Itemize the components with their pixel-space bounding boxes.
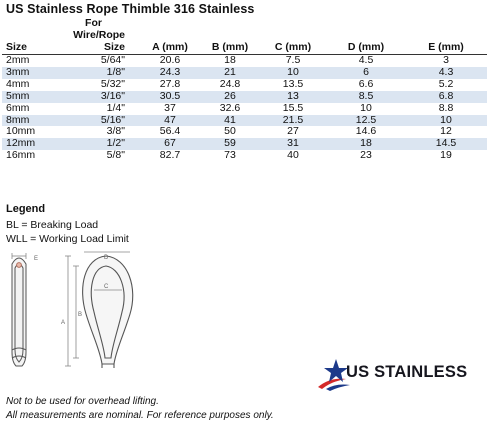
note-nominal-measurements: All measurements are nominal. For reference purposes only.: [6, 410, 274, 421]
label-e: E: [34, 256, 39, 262]
thimble-side-view: [12, 258, 26, 366]
thimble-diagram: [8, 250, 158, 370]
table-row: [2, 150, 487, 162]
table-cell-b: 21: [201, 67, 259, 79]
table-row: [2, 138, 487, 150]
table-cell-a: 27.8: [159, 77, 181, 90]
table-row: [2, 79, 487, 91]
table-cell-e: 3: [443, 54, 449, 66]
table-cell-d: 18: [327, 138, 405, 150]
table-cell-wire: 5/16": [54, 115, 139, 127]
header-a: A (mm): [139, 17, 201, 55]
table-cell-b: 24.8: [219, 77, 241, 90]
table-cell-d: 23: [360, 149, 372, 162]
table-cell-c: 13.5: [282, 77, 304, 90]
table-row: [2, 67, 487, 79]
header-b: B (mm): [201, 17, 259, 55]
logo-text: US STAINLESS: [346, 363, 468, 381]
legend-wll: WLL = Working Load Limit: [6, 233, 129, 245]
table-header-row: [2, 17, 487, 55]
label-c: C: [104, 284, 109, 290]
table-cell-wire: 5/64": [100, 54, 125, 66]
table-cell-e: 19: [440, 149, 452, 162]
table-cell-c: 15.5: [282, 101, 304, 114]
table-cell-size: 4mm: [6, 77, 30, 90]
header-wire-rope-line1: For: [85, 17, 102, 29]
table-cell-c: 13: [259, 91, 327, 103]
table-cell-a: 56.4: [159, 125, 181, 138]
table-cell-a: 37: [164, 101, 176, 114]
table-cell-size: 5mm: [2, 91, 54, 103]
table-cell-e: 6.8: [405, 91, 487, 103]
table-cell-size: 12mm: [2, 138, 54, 150]
table-row: [2, 91, 487, 103]
table-cell-size: 8mm: [2, 115, 54, 127]
table-row: [2, 103, 487, 115]
table-cell-e: 10: [405, 115, 487, 127]
table-cell-wire: 3/8": [106, 125, 125, 138]
table-cell-b: 32.6: [219, 101, 241, 114]
table-cell-c: 10: [259, 67, 327, 79]
label-d: D: [104, 255, 109, 261]
header-d: D (mm): [327, 17, 405, 55]
table-cell-wire: 1/8": [54, 67, 139, 79]
table-cell-size: 10mm: [6, 125, 36, 138]
table-cell-a: 24.3: [139, 67, 201, 79]
table-cell-b: 18: [224, 54, 236, 66]
table-row: [2, 126, 487, 138]
table-cell-size: 2mm: [6, 54, 30, 66]
table-body: [2, 55, 487, 163]
note-overhead-lifting: Not to be used for overhead lifting.: [6, 396, 159, 407]
table-cell-a: 30.5: [139, 91, 201, 103]
header-e: E (mm): [405, 17, 487, 55]
table-cell-a: 20.6: [159, 54, 181, 66]
table-cell-d: 6: [327, 67, 405, 79]
table-row: [2, 55, 487, 67]
table-cell-b: 41: [201, 115, 259, 127]
header-size: Size: [2, 17, 54, 55]
header-wire-rope-size: [54, 17, 139, 55]
table-cell-d: 8.5: [327, 91, 405, 103]
table-cell-c: 21.5: [259, 115, 327, 127]
table-cell-d: 12.5: [327, 115, 405, 127]
legend-title: Legend: [6, 203, 46, 215]
table-cell-e: 12: [440, 125, 452, 138]
table-cell-b: 73: [224, 149, 236, 162]
page-title: US Stainless Rope Thimble 316 Stainless: [6, 2, 255, 16]
table-cell-a: 67: [139, 138, 201, 150]
label-a: A: [61, 320, 66, 326]
label-b: B: [78, 312, 83, 318]
table-cell-a: 82.7: [159, 149, 181, 162]
table-cell-c: 31: [259, 138, 327, 150]
table-cell-wire: 3/16": [54, 91, 139, 103]
table-cell-d: 6.6: [358, 77, 374, 90]
table-cell-size: 6mm: [6, 101, 30, 114]
table-cell-a: 47: [139, 115, 201, 127]
table-cell-wire: 5/8": [106, 149, 125, 162]
table-cell-wire: 5/32": [100, 77, 125, 90]
table-cell-size: 3mm: [2, 67, 54, 79]
table-row: [2, 115, 487, 127]
table-cell-size: 16mm: [6, 149, 36, 162]
table-cell-c: 40: [287, 149, 299, 162]
table-cell-wire: 1/2": [54, 138, 139, 150]
table-cell-d: 14.6: [355, 125, 377, 138]
legend-bl: BL = Breaking Load: [6, 219, 99, 231]
table-cell-d: 10: [360, 101, 372, 114]
table-cell-c: 27: [287, 125, 299, 138]
thimble-front-view: [83, 256, 133, 368]
table-cell-b: 59: [201, 138, 259, 150]
table-cell-b: 50: [224, 125, 236, 138]
table-cell-wire: 1/4": [106, 101, 125, 114]
header-wire-rope-line2: Wire/Rope: [73, 29, 125, 41]
us-stainless-logo: [316, 357, 476, 391]
table-cell-e: 5.2: [438, 77, 454, 90]
table-cell-d: 4.5: [358, 54, 374, 66]
table-cell-c: 7.5: [285, 54, 301, 66]
spec-table: [2, 17, 487, 162]
table-cell-e: 4.3: [405, 67, 487, 79]
table-cell-e: 8.8: [438, 101, 454, 114]
header-wire-rope-line3: Size: [103, 41, 125, 53]
table-cell-b: 26: [201, 91, 259, 103]
table-cell-e: 14.5: [405, 138, 487, 150]
header-c: C (mm): [259, 17, 327, 55]
